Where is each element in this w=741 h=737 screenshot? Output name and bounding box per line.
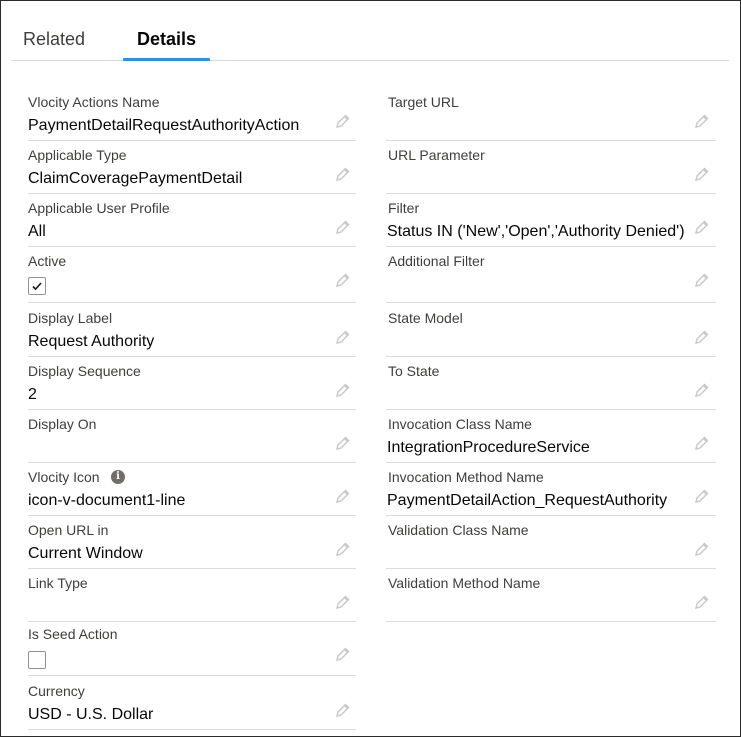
field-applicable-type [28, 140, 356, 194]
pencil-icon[interactable] [335, 113, 351, 129]
field-label: Filter [388, 200, 420, 216]
field-label: Active [28, 253, 67, 269]
pencil-icon[interactable] [694, 488, 710, 504]
field-label: Open URL in [28, 522, 109, 538]
field-value: USD - U.S. Dollar [28, 706, 154, 723]
field-value: Status IN ('New','Open','Authority Denied') [387, 223, 685, 240]
field-label: Display Label [28, 310, 113, 326]
is-seed-action-checkbox[interactable] [28, 651, 46, 669]
field-label: Additional Filter [388, 253, 485, 269]
pencil-icon[interactable] [694, 272, 710, 288]
pencil-icon[interactable] [694, 594, 710, 610]
field-label: Is Seed Action [28, 626, 118, 642]
pencil-icon[interactable] [335, 219, 351, 235]
tab-bar [11, 19, 729, 61]
field-label: Invocation Class Name [388, 416, 532, 432]
field-currency [28, 676, 356, 730]
field-label: Vlocity Icon [28, 469, 100, 485]
field-url-parameter [386, 140, 716, 194]
field-is-seed-action [28, 619, 356, 676]
field-display-on [28, 409, 356, 463]
field-label: Display Sequence [28, 363, 141, 379]
field-validation-class-name [386, 515, 716, 569]
pencil-icon[interactable] [694, 541, 710, 557]
active-checkbox[interactable] [28, 277, 46, 295]
pencil-icon[interactable] [694, 329, 710, 345]
field-label: Invocation Method Name [388, 469, 544, 485]
field-validation-method-name [386, 568, 716, 622]
field-value: PaymentDetailAction_RequestAuthority [387, 492, 668, 509]
field-invocation-class-name [386, 409, 716, 463]
checkmark-icon [30, 279, 44, 293]
field-target-url [386, 87, 716, 141]
pencil-icon[interactable] [335, 488, 351, 504]
field-label: URL Parameter [388, 147, 485, 163]
field-open-url-in [28, 515, 356, 569]
field-label: Validation Method Name [388, 575, 541, 591]
field-label: Vlocity Actions Name [28, 94, 160, 110]
field-display-sequence [28, 356, 356, 410]
field-active [28, 246, 356, 303]
info-icon[interactable]: i [111, 470, 125, 484]
field-additional-filter [386, 246, 716, 303]
field-label: State Model [388, 310, 463, 326]
pencil-icon[interactable] [694, 219, 710, 235]
field-display-label [28, 303, 356, 357]
field-applicable-user-profile [28, 193, 356, 247]
field-value: PaymentDetailRequestAuthorityAction [28, 117, 300, 134]
pencil-icon[interactable] [335, 646, 351, 662]
field-label: Display On [28, 416, 97, 432]
field-value: All [28, 223, 46, 240]
field-label: Applicable User Profile [28, 200, 170, 216]
field-label: Currency [28, 683, 85, 699]
field-vlocity-actions-name [28, 87, 356, 141]
field-value: 2 [28, 386, 37, 403]
field-filter [386, 193, 716, 247]
field-label: Link Type [28, 575, 88, 591]
field-value: IntegrationProcedureService [387, 439, 590, 456]
field-invocation-method-name [386, 462, 716, 516]
tab-details[interactable]: Details [123, 29, 210, 60]
field-label: Applicable Type [28, 147, 127, 163]
field-value: Request Authority [28, 333, 155, 350]
field-vlocity-icon [28, 462, 356, 516]
pencil-icon[interactable] [335, 272, 351, 288]
field-link-type [28, 568, 356, 622]
pencil-icon[interactable] [694, 113, 710, 129]
field-value: ClaimCoveragePaymentDetail [28, 170, 243, 187]
pencil-icon[interactable] [694, 166, 710, 182]
field-label: Validation Class Name [388, 522, 529, 538]
pencil-icon[interactable] [335, 702, 351, 718]
tab-related[interactable]: Related [23, 29, 86, 49]
pencil-icon[interactable] [694, 382, 710, 398]
field-state-model [386, 303, 716, 357]
field-to-state [386, 356, 716, 410]
field-value: icon-v-document1-line [28, 492, 186, 509]
pencil-icon[interactable] [335, 435, 351, 451]
pencil-icon[interactable] [335, 541, 351, 557]
pencil-icon[interactable] [335, 329, 351, 345]
field-label: Target URL [388, 94, 459, 110]
pencil-icon[interactable] [335, 594, 351, 610]
pencil-icon[interactable] [694, 435, 710, 451]
pencil-icon[interactable] [335, 382, 351, 398]
field-value: Current Window [28, 545, 143, 562]
pencil-icon[interactable] [335, 166, 351, 182]
field-label: To State [388, 363, 440, 379]
